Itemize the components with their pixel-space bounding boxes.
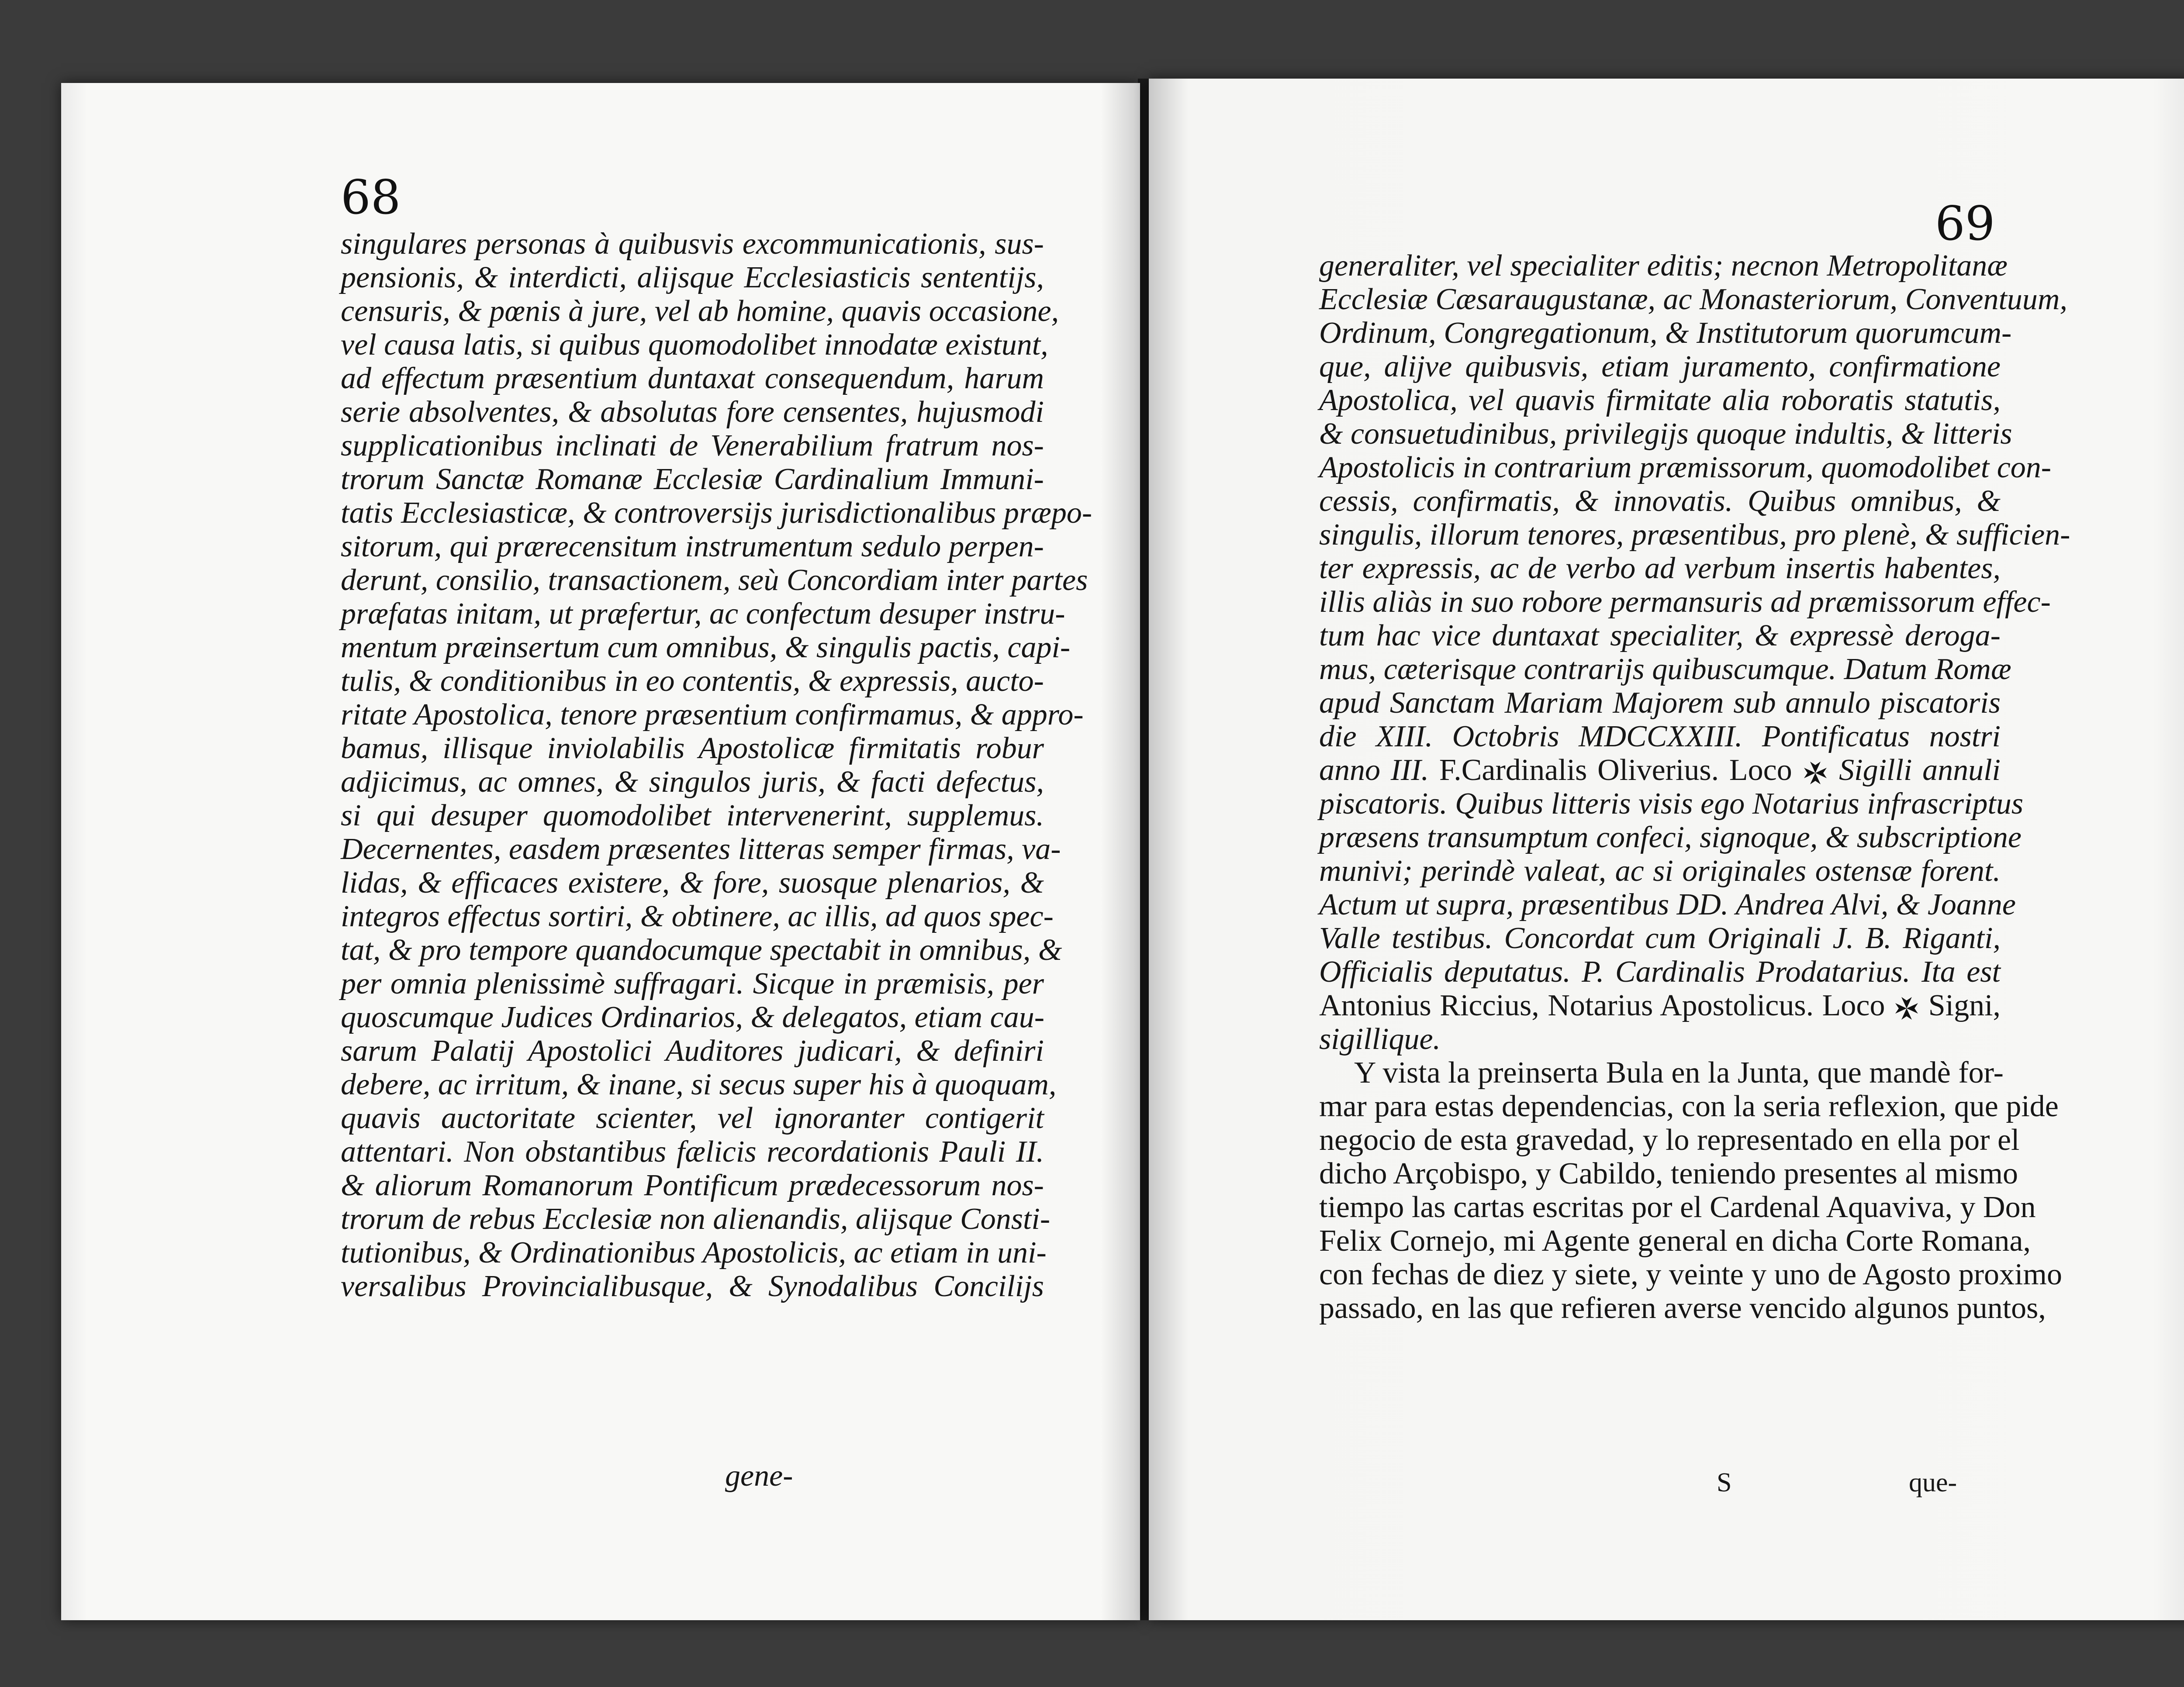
text-span: Sigilli annuli (1839, 753, 2001, 787)
right-page-number: 69 (1935, 197, 1995, 251)
text-line: Officialis deputatus. P. Cardinalis Prodatarius. Ita est (1319, 955, 2001, 989)
text-line: tatis Ecclesiasticæ, & controversijs jurisdictionalibus præpo- (341, 496, 1092, 530)
text-line: negocio de esta gravedad, y lo representado en ella por el (1319, 1123, 2020, 1157)
text-line: mentum præinsertum cum omnibus, & singulis pactis, capi- (341, 631, 1071, 664)
text-line: munivi; perindè valeat, ac si originales ostensæ forent. (1319, 854, 2001, 888)
text-line: Ordinum, Congregationum, & Institutorum quorumcum- (1319, 316, 2012, 350)
right-catchword: que- (1909, 1468, 1957, 1497)
text-line: mar para estas dependencias, con la seria reflexion, que pide (1319, 1090, 2059, 1123)
open-book (44, 66, 2184, 1646)
text-span: Antonius Riccius, Notarius Apostolicus. (1319, 989, 1814, 1022)
text-line: ter expressis, ac de verbo ad verbum insertis habentes, (1319, 552, 2001, 585)
text-line: passado, en las que refieren averse vencido algunos puntos, (1319, 1291, 2046, 1325)
text-line: debere, ac irritum, & inane, si secus super his à quoquam, (341, 1068, 1057, 1101)
text-span: Loco (1729, 753, 1792, 787)
text-line: & consuetudinibus, privilegijs quoque indultis, & litteris (1319, 417, 2012, 451)
text-line: Decernentes, easdem præsentes litteras semper firmas, va- (341, 832, 1061, 866)
text-line: & aliorum Romanorum Pontificum prædecessorum nos- (341, 1169, 1044, 1202)
text-line: per omnia plenissimè suffragari. Sicque in præmisis, per (341, 967, 1044, 1000)
text-line: versalibus Provincialibusque, & Synodalibus Concilijs (341, 1270, 1044, 1303)
text-line: Apostolicis in contrarium præmissorum, quomodolibet con- (1319, 451, 2052, 484)
text-line: generaliter, vel specialiter editis; necnon Metropolitanæ (1319, 249, 2008, 283)
text-line: tum hac vice duntaxat specialiter, & expressè deroga- (1319, 619, 2001, 652)
text-line: tutionibus, & Ordinationibus Apostolicis, ac etiam in uni- (341, 1236, 1047, 1270)
text-line: sarum Palatij Apostolici Auditores judicari, & definiri (341, 1034, 1044, 1068)
text-line: tat, & pro tempore quandocumque spectabit in omnibus, & (341, 933, 1062, 967)
text-line: trorum de rebus Ecclesiæ non alienandis, alijsque Consti- (341, 1202, 1051, 1236)
text-line: supplicationibus inclinati de Venerabilium fratrum nos- (341, 429, 1044, 462)
text-line: pensionis, & interdicti, alijsque Ecclesiasticis sententijs, (341, 261, 1044, 294)
text-line: præfatas initam, ut præfertur, ac confectum desuper instru- (341, 597, 1065, 631)
text-line: Actum ut supra, præsentibus DD. Andrea Alvi, & Joanne (1319, 888, 2016, 921)
text-line: Felix Cornejo, mi Agente general en dicha Corte Romana, (1319, 1224, 2031, 1258)
text-line: ritate Apostolica, tenore præsentium confirmamus, & appro- (341, 698, 1084, 731)
right-page-text (1319, 249, 2070, 1325)
right-page (1149, 79, 2184, 1620)
text-line: sigillique. (1319, 1022, 1441, 1056)
text-line: derunt, consilio, transactionem, seù Concordiam inter partes (341, 563, 1088, 597)
left-page-text (341, 227, 1092, 1303)
maltese-cross-icon (1894, 995, 1920, 1021)
text-line: ad effectum præsentium duntaxat consequendum, harum (341, 362, 1044, 395)
text-line: die XIII. Octobris MDCCXXIII. Pontificatus nostri (1319, 720, 2001, 753)
text-line: lidas, & efficaces existere, & fore, suosque plenarios, & (341, 866, 1044, 900)
text-line: bamus, illisque inviolabilis Apostolicæ firmitatis robur (341, 731, 1044, 765)
text-line: tulis, & conditionibus in eo contentis, & expressis, aucto- (341, 664, 1044, 698)
text-line: dicho Arçobispo, y Cabildo, teniendo presentes al mismo (1319, 1157, 2018, 1190)
text-line: illis aliàs in suo robore permansuris ad præmissorum effec- (1319, 585, 2051, 619)
text-line: apud Sanctam Mariam Majorem sub annulo piscatoris (1319, 686, 2001, 720)
text-line: Y vista la preinserta Bula en la Junta, que mandè for- (1354, 1056, 2004, 1090)
text-line: integros effectus sortiri, & obtinere, ac illis, ad quos spec- (341, 900, 1054, 933)
maltese-cross-icon (1802, 760, 1828, 786)
signature-mark: S (1717, 1468, 1732, 1497)
text-line: trorum Sanctæ Romanæ Ecclesiæ Cardinalium Immuni- (341, 462, 1044, 496)
text-line: singulares personas à quibusvis excommunicationis, sus- (341, 227, 1044, 261)
text-line: cessis, confirmatis, & innovatis. Quibus omnibus, & (1319, 484, 2001, 518)
left-catchword: gene- (725, 1459, 793, 1493)
text-line-with-seal (1319, 989, 2001, 1022)
text-line: adjicimus, ac omnes, & singulos juris, & facti defectus, (341, 765, 1044, 799)
text-line: mus, cæterisque contrarijs quibuscumque. Datum Romæ (1319, 652, 2011, 686)
text-line: singulis, illorum tenores, præsentibus, pro plenè, & sufficien- (1319, 518, 2070, 552)
text-span: Signi, (1928, 989, 2001, 1022)
text-line: attentari. Non obstantibus fælicis recordationis Pauli II. (341, 1135, 1044, 1169)
text-line: vel causa latis, si quibus quomodolibet innodatæ existunt, (341, 328, 1048, 362)
text-line: con fechas de diez y siete, y veinte y uno de Agosto proximo (1319, 1258, 2062, 1291)
text-line: que, alijve quibusvis, etiam juramento, confirmatione (1319, 350, 2001, 383)
text-line: Ecclesiæ Cæsaraugustanæ, ac Monasteriorum, Conventuum, (1319, 283, 2067, 316)
text-line: Apostolica, vel quavis firmitate alia roboratis statutis, (1319, 383, 2001, 417)
text-line-with-seal (1319, 753, 2001, 787)
left-page-number: 68 (341, 170, 401, 225)
left-page (61, 83, 1140, 1620)
text-line: quavis auctoritate scienter, vel ignoranter contigerit (341, 1101, 1044, 1135)
text-line: sitorum, qui prærecensitum instrumentum sedulo perpen- (341, 530, 1044, 563)
text-span: anno III. (1319, 753, 1429, 787)
text-line: censuris, & pœnis à jure, vel ab homine, quavis occasione, (341, 294, 1059, 328)
text-line: si qui desuper quomodolibet intervenerint, supplemus. (341, 799, 1044, 832)
text-line: quoscumque Judices Ordinarios, & delegatos, etiam cau- (341, 1000, 1045, 1034)
text-line: piscatoris. Quibus litteris visis ego Notarius infrascriptus (1319, 787, 2024, 821)
text-line: tiempo las cartas escritas por el Cardenal Aquaviva, y Don (1319, 1190, 2036, 1224)
text-line: Valle testibus. Concordat cum Originali J. B. Riganti, (1319, 921, 2001, 955)
text-line: serie absolventes, & absolutas fore censentes, hujusmodi (341, 395, 1044, 429)
text-span: Loco (1822, 989, 1885, 1022)
text-span: F.Cardinalis Oliverius. (1439, 753, 1719, 787)
text-line: præsens transumptum confeci, signoque, & subscriptione (1319, 821, 2022, 854)
